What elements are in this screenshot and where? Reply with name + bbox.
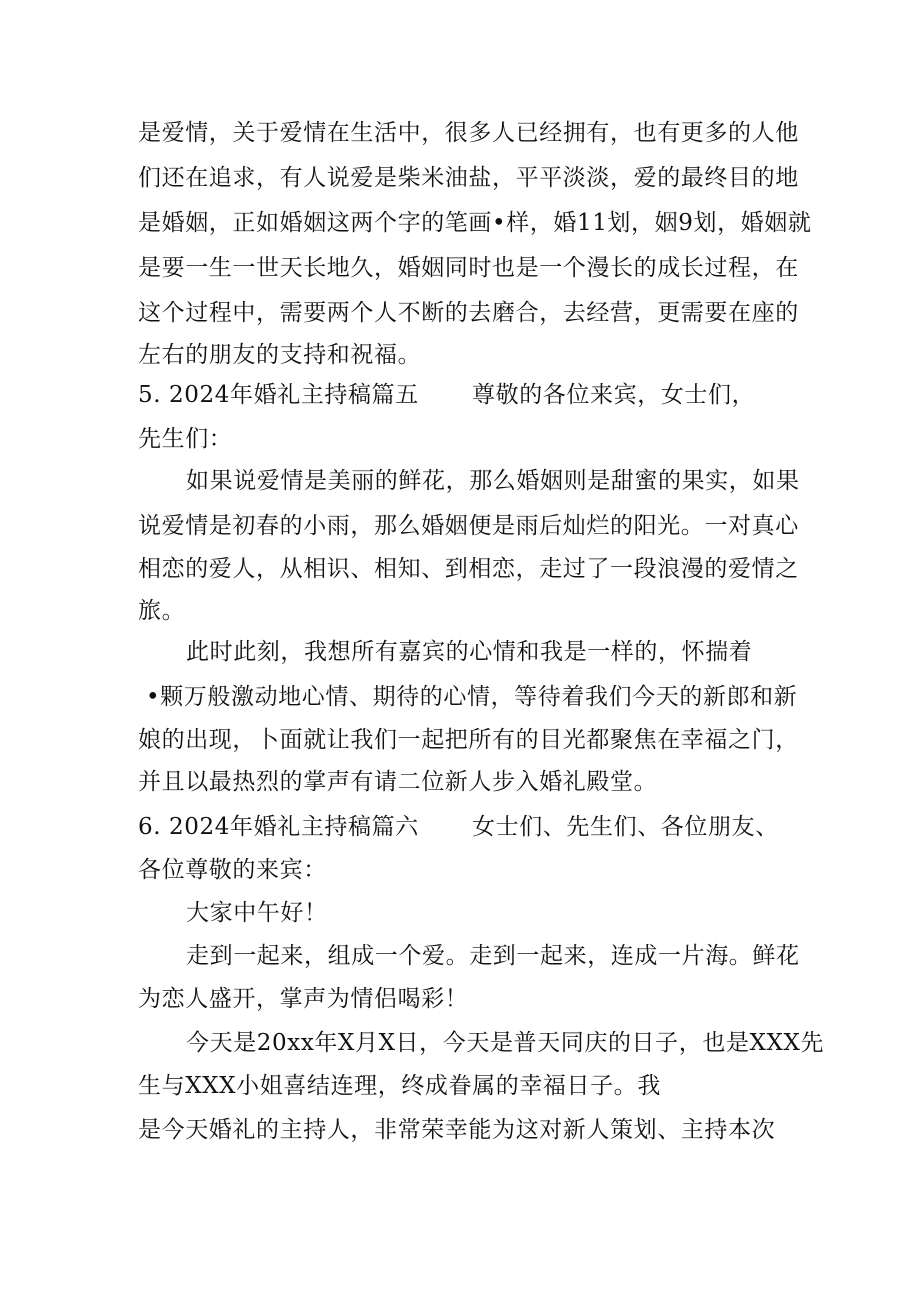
text-line: 娘的出现，卜面就让我们一起把所有的目光都聚焦在幸福之门， bbox=[138, 727, 799, 753]
greeting-continuation: 先生们： bbox=[138, 426, 233, 452]
text-line: 并且以最热烈的掌声有请二位新人步入婚礼殿堂。 bbox=[138, 769, 658, 795]
text-line: 此时此刻，我想所有嘉宾的心情和我是一样的，怀揣着 bbox=[186, 639, 753, 665]
greeting-text: 尊敬的各位来宾，女士们， bbox=[472, 382, 756, 408]
text-line: 是爱情，关于爱情在生活中，很多人已经拥有，也有更多的人他 bbox=[138, 120, 799, 146]
text-line: 大家中午好！ bbox=[186, 900, 328, 926]
text-line: 旅。 bbox=[138, 598, 186, 624]
greeting-continuation: 各位尊敬的来宾： bbox=[138, 857, 327, 883]
text-line: 这个过程中，需要两个人不断的去磨合，去经营，更需要在座的 bbox=[138, 300, 799, 326]
text-line: 相恋的爱人，从相识、相知、到相恋，走过了一段浪漫的爱情之 bbox=[138, 556, 799, 582]
section-heading: 5. 2024年婚礼主持稿篇五 bbox=[138, 382, 419, 408]
text-line: 走到一起来，组成一个爱。走到一起来，连成一片海。鲜花 bbox=[186, 943, 800, 969]
text-line: 是今天婚礼的主持人，非常荣幸能为这对新人策划、主持本次 bbox=[138, 1117, 776, 1143]
text-line: 说爱情是初春的小雨，那么婚姻便是雨后灿烂的阳光。一对真心 bbox=[138, 513, 799, 539]
text-line: 今天是20xx年X月X日，今天是普天同庆的日子，也是XXX先 bbox=[186, 1030, 825, 1056]
text-line: 是要一生一世天长地久，婚姻同时也是一个漫长的成长过程，在 bbox=[138, 255, 799, 281]
text-line: •颗万般激动地心情、期待的心情，等待着我们今天的新郎和新 bbox=[146, 684, 798, 710]
text-line: 为恋人盛开，掌声为情侣喝彩！ bbox=[138, 986, 469, 1012]
greeting-text: 女士们、先生们、各位朋友、 bbox=[472, 814, 779, 840]
text-line: 左右的朋友的支持和祝福。 bbox=[138, 342, 422, 368]
text-line: 生与XXX小姐喜结连理，终成眷属的幸福日子。我 bbox=[138, 1073, 661, 1099]
text-line: 是婚姻，正如婚姻这两个字的笔画•样，婚11划，姻9划，婚姻就 bbox=[138, 210, 812, 236]
section-heading: 6. 2024年婚礼主持稿篇六 bbox=[138, 814, 419, 840]
text-line: 们还在追求，有人说爱是柴米油盐，平平淡淡，爱的最终目的地 bbox=[138, 165, 799, 191]
text-line: 如果说爱情是美丽的鲜花，那么婚姻则是甜蜜的果实，如果 bbox=[186, 468, 800, 494]
